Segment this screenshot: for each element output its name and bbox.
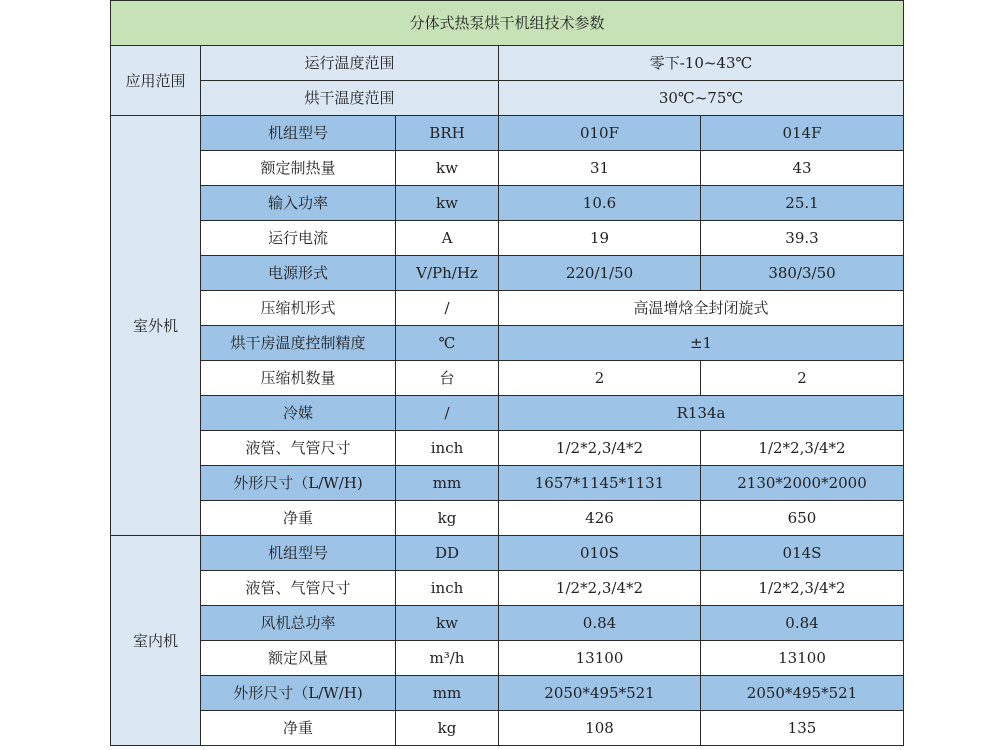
- param-unit: mm: [396, 676, 499, 711]
- table-row: [111, 221, 904, 256]
- param-value-2: 380/3/50: [701, 256, 904, 291]
- param-name: 外形尺寸（L/W/H): [201, 466, 396, 501]
- param-value-1: 1/2*2,3/4*2: [499, 571, 701, 606]
- param-value-1: 108: [499, 711, 701, 746]
- param-value-2: 39.3: [701, 221, 904, 256]
- indoor-unit-label: 室内机: [111, 536, 201, 746]
- param-unit: inch: [396, 431, 499, 466]
- param-unit: /: [396, 396, 499, 431]
- table-row: [111, 396, 904, 431]
- table-row: [111, 466, 904, 501]
- param-name: 冷媒: [201, 396, 396, 431]
- param-value-1: 220/1/50: [499, 256, 701, 291]
- param-value-2: 1/2*2,3/4*2: [701, 431, 904, 466]
- table-row: [111, 711, 904, 746]
- param-name: 净重: [201, 711, 396, 746]
- param-name: 机组型号: [201, 116, 396, 151]
- param-value-2: 2130*2000*2000: [701, 466, 904, 501]
- table-row: [111, 431, 904, 466]
- param-name: 液管、气管尺寸: [201, 431, 396, 466]
- param-value-1: 1657*1145*1131: [499, 466, 701, 501]
- param-value-1: 426: [499, 501, 701, 536]
- param-unit: 台: [396, 361, 499, 396]
- param-name: 运行电流: [201, 221, 396, 256]
- param-unit: kg: [396, 711, 499, 746]
- param-value-merged: ±1: [499, 326, 904, 361]
- param-unit: V/Ph/Hz: [396, 256, 499, 291]
- param-value-1: 10.6: [499, 186, 701, 221]
- param-value-1: 2: [499, 361, 701, 396]
- param-value-2: 014F: [701, 116, 904, 151]
- table-row: [111, 641, 904, 676]
- param-unit: kw: [396, 606, 499, 641]
- table-row: [111, 501, 904, 536]
- param-value-1: 2050*495*521: [499, 676, 701, 711]
- param-name: 压缩机形式: [201, 291, 396, 326]
- table-row: [111, 186, 904, 221]
- param-unit: mm: [396, 466, 499, 501]
- outdoor-unit-label: 室外机: [111, 116, 201, 536]
- param-unit: /: [396, 291, 499, 326]
- table-title: 分体式热泵烘干机组技术参数: [111, 1, 904, 46]
- table-row: [111, 291, 904, 326]
- table-row: [111, 361, 904, 396]
- param-name: 输入功率: [201, 186, 396, 221]
- param-value-1: 010S: [499, 536, 701, 571]
- param-value-1: 010F: [499, 116, 701, 151]
- drying-temp-label: 烘干温度范围: [201, 81, 499, 116]
- table-row: [111, 256, 904, 291]
- param-unit: BRH: [396, 116, 499, 151]
- param-unit: inch: [396, 571, 499, 606]
- param-value-2: 650: [701, 501, 904, 536]
- param-name: 液管、气管尺寸: [201, 571, 396, 606]
- param-unit: A: [396, 221, 499, 256]
- operating-temp-value: 零下-10~43℃: [499, 46, 904, 81]
- param-name: 风机总功率: [201, 606, 396, 641]
- param-value-2: 25.1: [701, 186, 904, 221]
- param-unit: kw: [396, 186, 499, 221]
- param-unit: kg: [396, 501, 499, 536]
- param-name: 额定制热量: [201, 151, 396, 186]
- table-row: [111, 326, 904, 361]
- param-value-1: 1/2*2,3/4*2: [499, 431, 701, 466]
- param-name: 外形尺寸（L/W/H): [201, 676, 396, 711]
- param-value-2: 13100: [701, 641, 904, 676]
- param-value-2: 2050*495*521: [701, 676, 904, 711]
- param-unit: DD: [396, 536, 499, 571]
- param-name: 净重: [201, 501, 396, 536]
- param-value-1: 19: [499, 221, 701, 256]
- param-name: 电源形式: [201, 256, 396, 291]
- table-row: [111, 606, 904, 641]
- param-unit: ℃: [396, 326, 499, 361]
- param-name: 压缩机数量: [201, 361, 396, 396]
- table-row: [111, 571, 904, 606]
- param-value-2: 135: [701, 711, 904, 746]
- param-value-1: 13100: [499, 641, 701, 676]
- param-value-2: 43: [701, 151, 904, 186]
- param-value-1: 0.84: [499, 606, 701, 641]
- param-value-2: 2: [701, 361, 904, 396]
- param-value-2: 014S: [701, 536, 904, 571]
- param-value-merged: R134a: [499, 396, 904, 431]
- param-name: 机组型号: [201, 536, 396, 571]
- application-range-label: 应用范围: [111, 46, 201, 116]
- table-row: [111, 151, 904, 186]
- table-row: [111, 536, 904, 571]
- param-value-2: 0.84: [701, 606, 904, 641]
- param-value-merged: 高温增焓全封闭旋式: [499, 291, 904, 326]
- table-row: [111, 116, 904, 151]
- param-value-1: 31: [499, 151, 701, 186]
- table-row: [111, 676, 904, 711]
- operating-temp-label: 运行温度范围: [201, 46, 499, 81]
- param-name: 额定风量: [201, 641, 396, 676]
- drying-temp-value: 30℃~75℃: [499, 81, 904, 116]
- param-unit: m³/h: [396, 641, 499, 676]
- param-name: 烘干房温度控制精度: [201, 326, 396, 361]
- param-value-2: 1/2*2,3/4*2: [701, 571, 904, 606]
- spec-table: [110, 0, 904, 746]
- param-unit: kw: [396, 151, 499, 186]
